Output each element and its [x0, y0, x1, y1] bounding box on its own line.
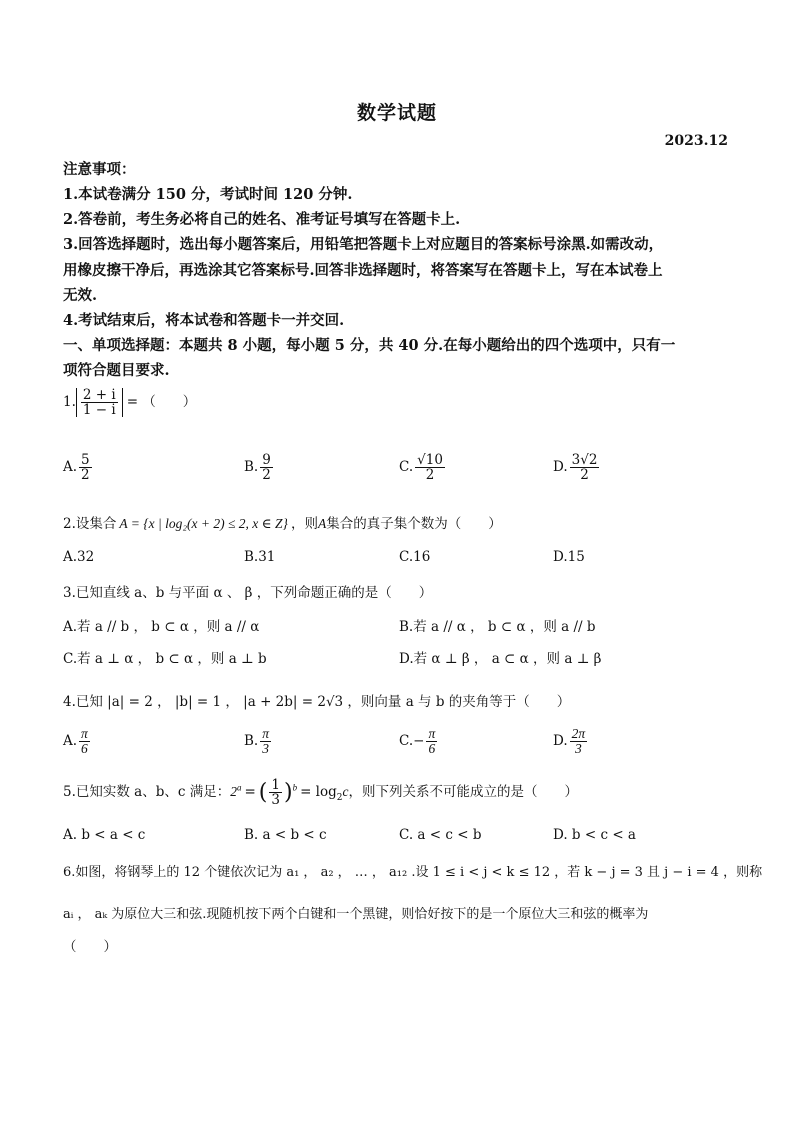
q1-option-b: B. $\frac{9}{2}$: [244, 452, 271, 484]
set-expression: A = {x | log₂(x + 2) ≤ 2, x ∈ Z}: [119, 516, 288, 531]
q4-option-d: D. $\frac{2\pi}{3}$: [553, 726, 586, 757]
note-item-4: 4.考试结束后，将本试卷和答题卡一并交回.: [63, 312, 345, 329]
section-heading: 一、单项选择题：本题共 8 小题，每小题 5 分，共 40 分.在每小题给出的四个选项中，只有一: [63, 337, 676, 354]
q1-numerator: 2 + i: [82, 387, 116, 403]
note-item-2: 2.答卷前，考生务必将自己的姓名、准考证号填写在答题卡上.: [63, 211, 461, 228]
note-item-1: 1.本试卷满分 150 分，考试时间 120 分钟.: [63, 186, 353, 203]
note-item-3-cont: 用橡皮擦干净后，再选涂其它答案标号.回答非选择题时，将答案写在答题卡上，写在本试卷上: [63, 262, 663, 279]
section-heading-cont: 项符合题目要求.: [63, 362, 170, 379]
q5-option-d: D. b < c < a: [553, 827, 636, 843]
abs-value: [76, 388, 123, 417]
q5-option-b: B. a < b < c: [244, 827, 327, 843]
q4-option-b: B. $\frac{\pi}{3}$: [244, 726, 269, 757]
q4-option-a: A. $\frac{\pi}{6}$: [63, 726, 88, 757]
q2-option-c: C.16: [399, 549, 431, 565]
q3-option-d: D.若 α ⊥ β ， a ⊂ α ，则 a ⊥ β: [399, 651, 602, 667]
q2-option-d: D.15: [553, 549, 585, 565]
exam-date: 2023.12: [664, 133, 728, 149]
page-title: 数学试题: [356, 102, 437, 124]
question-6-line-2: aᵢ ， aₖ 为原位大三和弦.现随机按下两个白键和一个黑键，则恰好按下的是一个原位大三和弦的概率为: [63, 907, 649, 922]
q1-option-c: C. $\frac{√10}{2}$: [399, 452, 443, 484]
question-3-stem: 3.已知直线 a、b 与平面 α 、 β ，下列命题正确的是（ ）: [63, 585, 433, 601]
q1-option-a: A. $\frac{5}{2}$: [63, 452, 90, 484]
q1-denominator: 1 − i: [82, 402, 116, 419]
question-5-stem: 5.已知实数 a、b、c 满足：$2^a$ = ( $\frac{1}{3}$ )$^b = \log_2c$，则下列关系不可能成立的是（ ）: [63, 777, 578, 809]
notes-heading: 注意事项：: [63, 161, 136, 178]
q3-option-c: C.若 a ⊥ α ， b ⊂ α ，则 a ⊥ b: [63, 651, 267, 667]
question-1-stem: 1. $\frac{2 + i}{1 - i}$ = （ ）: [63, 387, 197, 419]
q4-option-c: C.− $\frac{\pi}{6}$: [399, 726, 436, 757]
q1-option-d: D. $\frac{3√2}{2}$: [553, 452, 598, 484]
q5-option-c: C. a < c < b: [399, 827, 482, 843]
question-2-stem: 2.设集合 A = {x | log₂(x + 2) ≤ 2, x ∈ Z} ，则A集合的真子集个数为（ ）: [63, 516, 502, 532]
q2-option-a: A.32: [63, 549, 95, 565]
q2-option-b: B.31: [244, 549, 276, 565]
q5-option-a: A. b < a < c: [63, 827, 146, 843]
note-item-3: 3.回答选择题时，选出每小题答案后，用铅笔把答题卡上对应题目的答案标号涂黑.如需改动，: [63, 236, 664, 253]
question-6-line-3: （ ）: [63, 939, 117, 955]
q3-option-b: B.若 a // α ， b ⊂ α ，则 a // b: [399, 619, 596, 635]
note-item-3-end: 无效.: [63, 287, 98, 304]
question-6-line-1: 6.如图，将钢琴上的 12 个键依次记为 a₁ ， a₂ ， … ， a₁₂ .设 1 ≤ i < j < k ≤ 12 ，若 k − j = 3 且 j − i = 4 ，则称: [63, 865, 763, 880]
question-4-stem: 4.已知 |a| = 2 ， |b| = 1 ， |a + 2b| = 2√3 ，则向量 a 与 b 的夹角等于（ ）: [63, 694, 571, 710]
q3-option-a: A.若 a // b ， b ⊂ α ，则 a // α: [63, 619, 260, 635]
